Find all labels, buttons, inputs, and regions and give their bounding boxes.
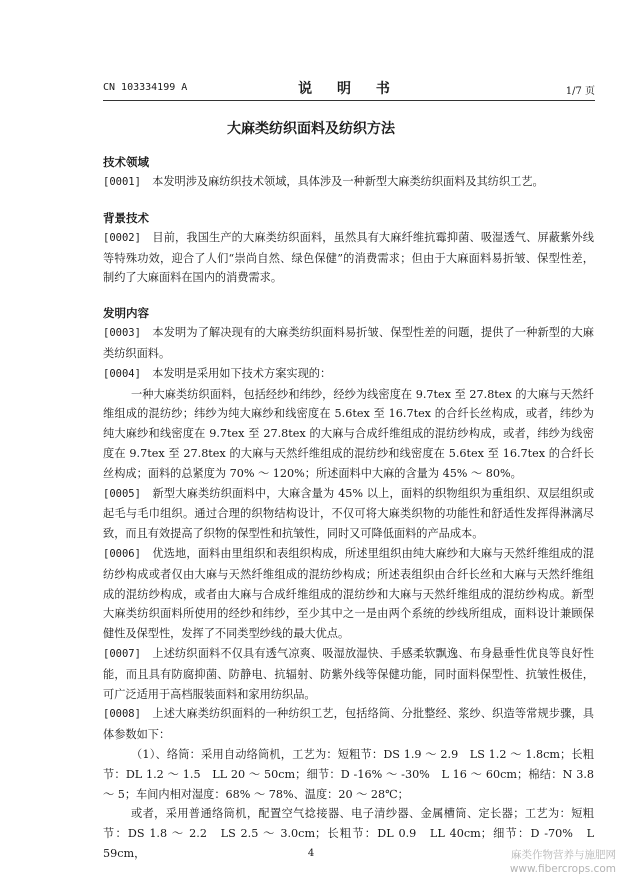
- paragraph: [103, 644, 594, 704]
- paragraph-text: 本发明涉及麻纺织技术领域，具体涉及一种新型大麻类纺织面料及其纺织工艺。: [152, 175, 544, 188]
- page-number: 4: [307, 848, 315, 859]
- paragraph-text: 新型大麻类纺织面料中，大麻含量为 45% 以上，面料的织物组织为重组织、双层组织或起毛与毛巾组织。通过合理的织物结构设计，不仅可将大麻类织物的功能性和舒适性发挥得淋漓尽致，而且有效提高了织物的保型性和抗皱性，同时又可降低面料的产品成本。: [103, 486, 594, 541]
- document-type-title: 说 明 书: [298, 81, 400, 97]
- paragraph: [103, 364, 594, 385]
- watermark-line: www.fibercrops.com: [509, 863, 616, 875]
- document-body: [103, 152, 594, 864]
- paragraph-continuation: 或者，采用普通络筒机，配置空气捻接器、电子清纱器、金属槽筒、定长器；工艺为：短粗节：DS 1.8 ～ 2.2 LS 2.5 ～ 3.0cm；长粗节：DL 0.9 LL 40cm；细节：D -70% L 59cm，: [103, 807, 594, 860]
- paragraph-number: [0005]: [103, 487, 141, 500]
- paragraph: [103, 228, 594, 288]
- paragraph: [103, 544, 594, 644]
- paragraph-text: 优选地，面料由里组织和表组织构成，所述里组织由纯大麻纱和大麻与天然纤维组成的混纺纱构成或者仅由大麻与天然纤维组成的混纺纱构成；所述表组织由合纤长丝和大麻与天然纤维组成的混纺纱构成，或者由大麻与合成纤维组成的混纺纱和大麻与天然纤维组成的混纺纱构成。新型大麻类纺织面料所使用的经纱和纬纱，至少其中之一是由两个系统的纱线所组成，面料设计兼顾保健性及保型性，发挥了不同类型纱线的最大优点。: [103, 546, 594, 641]
- invention-title: 大麻类纺织面料及纺织方法: [227, 121, 395, 137]
- paragraph: [103, 704, 594, 745]
- paragraph: [103, 323, 594, 364]
- paragraph-text: 目前，我国生产的大麻类纺织面料，虽然具有大麻纤维抗霉抑菌、吸湿透气、屏蔽紫外线等特殊功效，迎合了人们“崇尚自然、绿色保健”的消费需求；但由于大麻面料易折皱、保型性差，制约了大麻面料在国内的消费需求。: [103, 230, 594, 285]
- publication-number: CN 103334199 A: [103, 82, 188, 93]
- page-counter: 1/7 页: [565, 86, 595, 97]
- watermark: [510, 848, 616, 876]
- section-heading-field: 技术领域: [103, 155, 149, 169]
- section-heading-background: 背景技术: [103, 210, 149, 225]
- paragraph-text: 上述纺织面料不仅具有透气凉爽、吸湿放湿快、手感柔软飘逸、布身悬垂性优良等良好性能，而且具有防腐抑菌、防静电、抗辐射、防紫外线等保健功能，同时面料保型性、抗皱性极佳，可广泛适用于高档服装面料和家用纺织品。: [103, 646, 594, 701]
- paragraph-text: 本发明为了解决现有的大麻类纺织面料易折皱、保型性差的问题，提供了一种新型的大麻类纺织面料。: [103, 326, 594, 360]
- paragraph: [103, 484, 594, 544]
- header-rule: [103, 100, 595, 101]
- section-heading-summary: 发明内容: [103, 306, 149, 321]
- paragraph-continuation: （1）、络筒：采用自动络筒机，工艺为：短粗节：DS 1.9 ～ 2.9 LS 1.2 ～ 1.8cm；长粗节：DL 1.2 ～ 1.5 LL 20 ～ 50cm；细节：D -16% ～ -30% L 16 ～ 60cm；棉结：N 3.8 ～ 5；车间内相对湿度：68% ～ 78%、温度：20 ～ 28℃；: [103, 747, 594, 801]
- paragraph-text: 上述大麻类纺织面料的一种纺织工艺，包括络筒、分批整经、浆纱、织造等常规步骤，具体参数如下：: [103, 707, 594, 742]
- paragraph-number: [0001]: [103, 176, 141, 188]
- paragraph-number: [0002]: [103, 231, 141, 244]
- paragraph-text: 本发明是采用如下技术方案实现的：: [152, 366, 332, 380]
- paragraph-number: [0006]: [103, 547, 141, 560]
- paragraph-number: [0004]: [103, 367, 141, 380]
- paragraph-number: [0008]: [103, 708, 141, 721]
- page-header: [103, 78, 595, 98]
- paragraph-continuation: 一种大麻类纺织面料，包括经纱和纬纱，经纱为线密度在 9.7tex 至 27.8tex 的大麻与天然纤维组成的混纺纱；纬纱为纯大麻纱和线密度在 5.6tex 至 16.7tex 的合纤长丝构成，或者，纬纱为纯大麻纱和线密度在 9.7tex 至 27.8tex 的大麻与合成纤维组成的混纺纱构成，或者，纬纱为线密度在 9.7tex 至 27.8tex 的大麻与天然纤维组成的混纺纱和线密度在 5.6tex 至 16.7tex 的合纤长丝构成；面料的总紧度为 70% ～ 120%；所述面料中大麻的含量为 45% ～ 80%。: [103, 387, 594, 480]
- paragraph-number: [0003]: [103, 327, 141, 340]
- paragraph: [103, 172, 594, 193]
- paragraph-number: [0007]: [103, 647, 141, 660]
- watermark-line: 麻类作物营养与施肥网: [511, 849, 616, 861]
